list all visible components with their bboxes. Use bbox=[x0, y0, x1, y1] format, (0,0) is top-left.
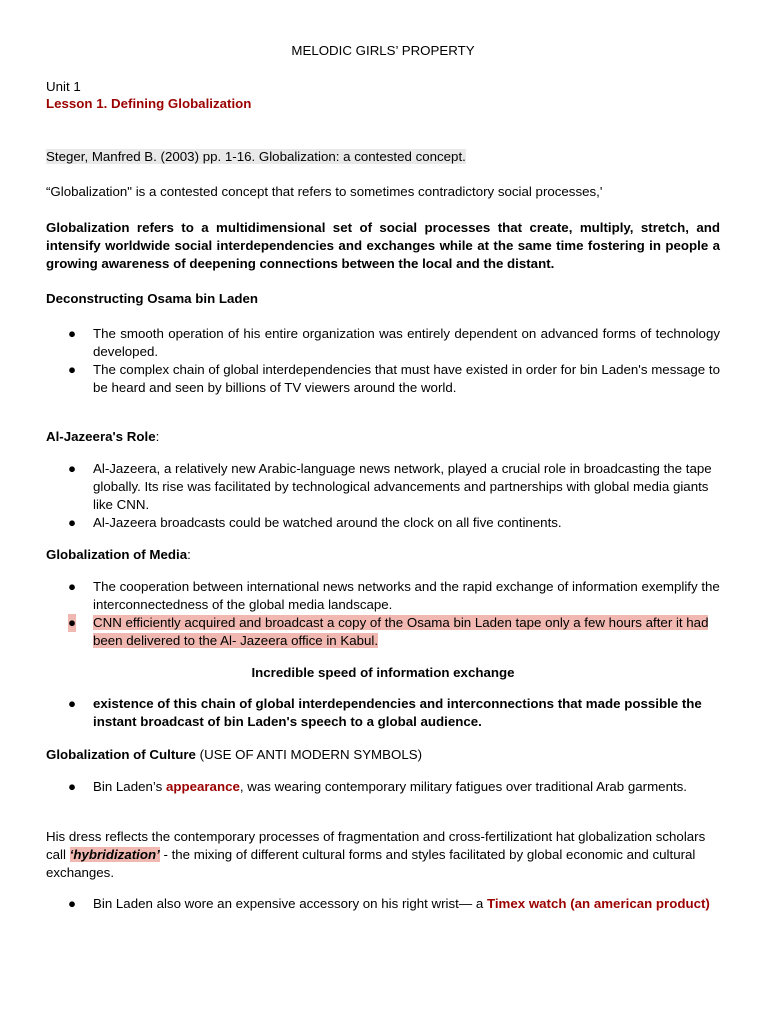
aljazeera-bullet-list bbox=[46, 460, 720, 532]
bullet-icon: ● bbox=[68, 362, 77, 377]
bullet-icon: ● bbox=[68, 696, 77, 711]
citation-line bbox=[46, 148, 720, 166]
definition-paragraph: Globalization refers to a multidimensional set of social processes that create, multiply, stretch, and intensify worldwide social interdependencies and exchanges while at the same time fostering in people a growing awareness of deepening connections between the local and the distant. bbox=[46, 220, 720, 271]
list-item: ● Al-Jazeera broadcasts could be watched around the clock on all five continents. bbox=[68, 515, 562, 530]
bullet-icon: ● bbox=[68, 461, 77, 476]
section-heading-aljazeera: Al-Jazeera's Role: bbox=[46, 429, 160, 444]
bullet-icon: ● bbox=[68, 896, 77, 911]
media-subheading: Incredible speed of information exchange bbox=[251, 665, 515, 680]
unit-label: Unit 1 bbox=[46, 79, 81, 94]
hybridization-term: ‘hybridization’ bbox=[69, 847, 160, 862]
appearance-term: appearance bbox=[165, 779, 240, 794]
bullet-icon: ● bbox=[68, 515, 77, 530]
culture-bullet-list-2 bbox=[46, 895, 720, 913]
lesson-title: Lesson 1. Defining Globalization bbox=[46, 96, 252, 111]
osama-bullet-list bbox=[46, 325, 720, 397]
list-item: ● The smooth operation of his entire organization was entirely dependent on advanced forms of technology developed. bbox=[68, 326, 720, 359]
list-item: ● Bin Laden also wore an expensive accessory on his right wrist— a Timex watch (an american product) bbox=[68, 896, 710, 911]
list-item: ● Al-Jazeera, a relatively new Arabic-language news network, played a crucial role in broadcasting the tape globally. Its rise was facilitated by technological advancements and partnerships with global media giants like CNN. bbox=[68, 461, 712, 512]
culture-bullet-list-1 bbox=[46, 778, 720, 796]
list-item-highlighted: ● CNN efficiently acquired and broadcast a copy of the Osama bin Laden tape only a few hours after it had been delivered to the Al- Jazeera office in Kabul. bbox=[68, 615, 709, 648]
section-heading-osama: Deconstructing Osama bin Laden bbox=[46, 291, 259, 306]
list-item: ● The cooperation between international news networks and the rapid exchange of information exemplify the interconnectedness of the global media landscape. bbox=[68, 579, 720, 612]
list-item: ● The complex chain of global interdependencies that must have existed in order for bin Laden's message to be heard and seen by billions of TV viewers around the world. bbox=[68, 362, 720, 395]
hybridization-paragraph: His dress reflects the contemporary processes of fragmentation and cross-fertilizationt hat globalization scholars call ‘hybridization’ - the mixing of different cultural forms and styles facilitated by global economic and cultural exchanges. bbox=[46, 829, 706, 880]
list-item: ● existence of this chain of global interdependencies and interconnections that made possible the instant broadcast of bin Laden's speech to a global audience. bbox=[68, 696, 702, 729]
bullet-icon: ● bbox=[68, 779, 77, 794]
bullet-icon: ● bbox=[68, 615, 77, 630]
timex-term: Timex watch (an american product) bbox=[486, 896, 710, 911]
bullet-icon: ● bbox=[68, 579, 77, 594]
list-item: ● Bin Laden’s appearance, was wearing contemporary military fatigues over traditional Arab garments. bbox=[68, 779, 687, 794]
media-bold-bullet-list bbox=[46, 695, 720, 731]
quote-line: “Globalization" is a contested concept that refers to sometimes contradictory social processes,' bbox=[46, 184, 603, 199]
page-header: MELODIC GIRLS’ PROPERTY bbox=[291, 43, 475, 58]
section-heading-culture: Globalization of Culture (USE OF ANTI MODERN SYMBOLS) bbox=[46, 747, 423, 762]
bullet-icon: ● bbox=[68, 326, 77, 341]
media-bullet-list bbox=[46, 578, 720, 650]
citation-text: Steger, Manfred B. (2003) pp. 1-16. Globalization: a contested concept. bbox=[46, 149, 466, 164]
section-heading-media: Globalization of Media: bbox=[46, 547, 191, 562]
